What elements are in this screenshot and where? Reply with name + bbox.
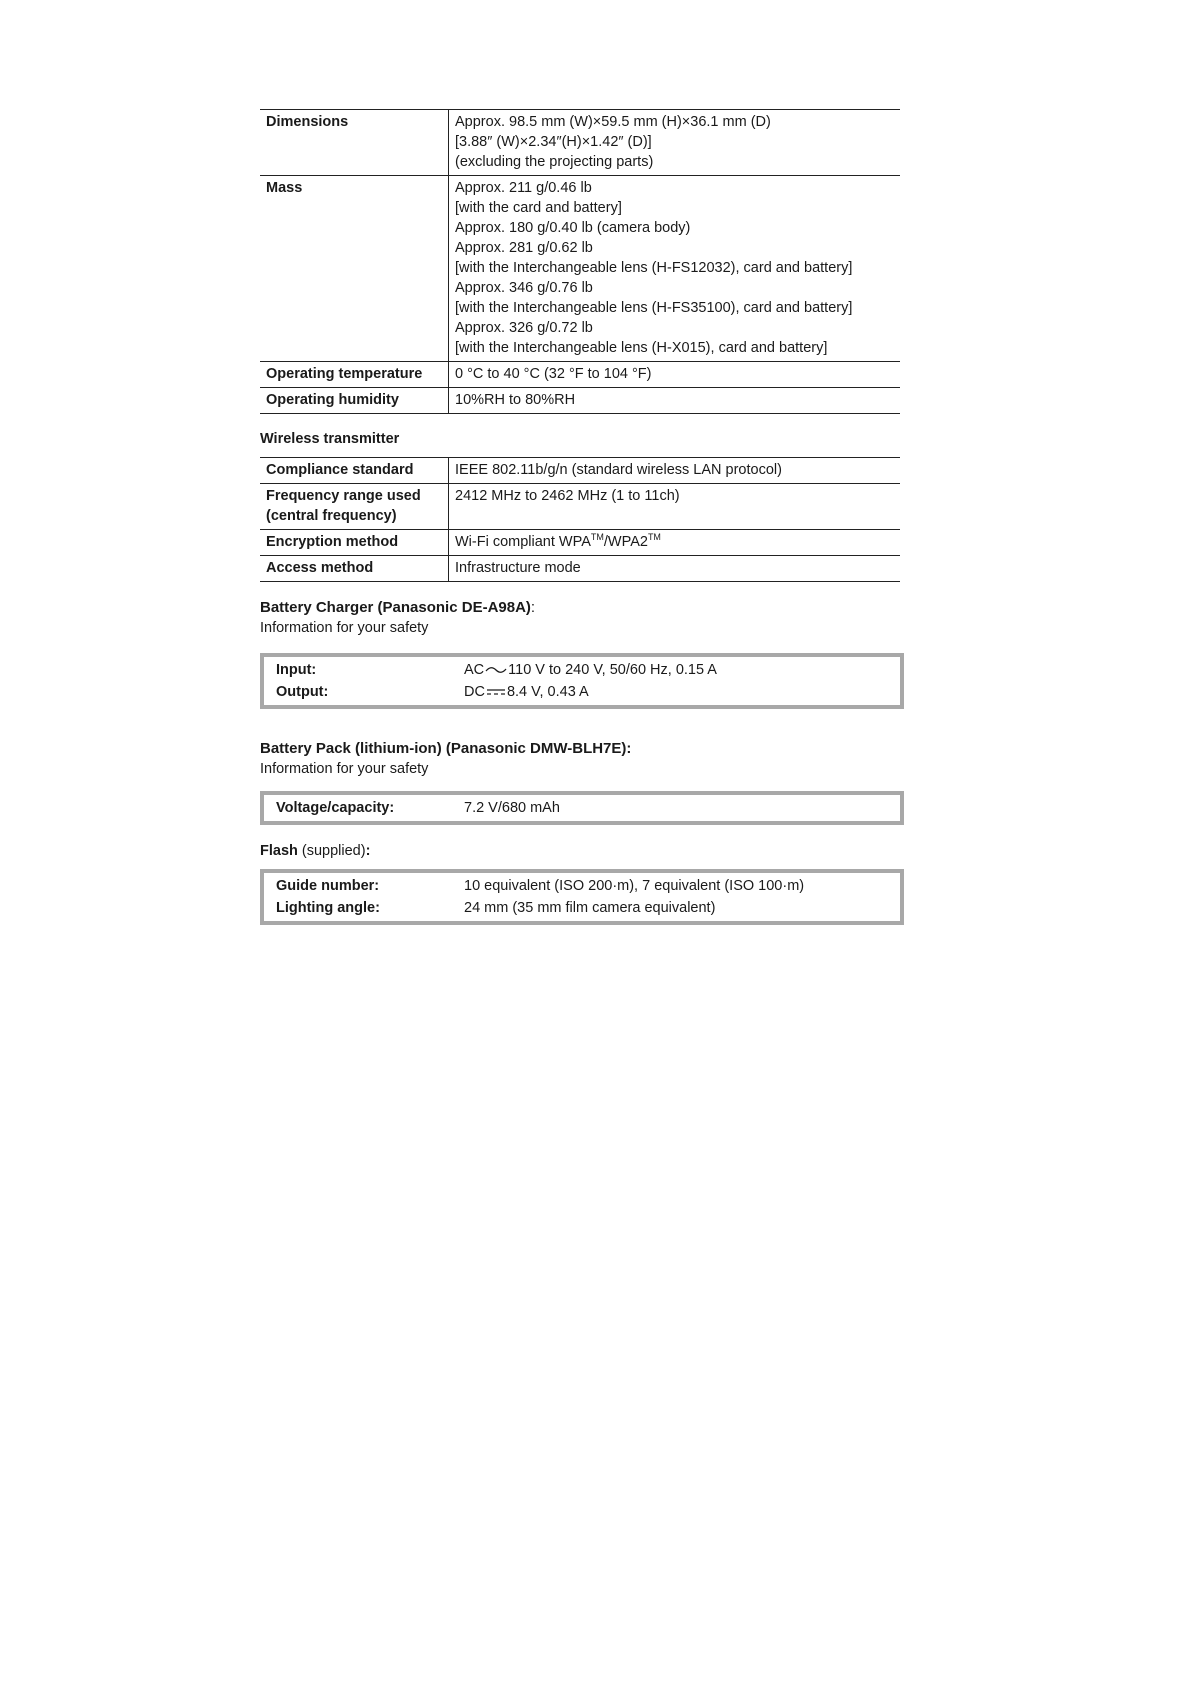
camera-spec-table [260,109,900,414]
battery-heading: Battery Pack (lithium-ion) (Panasonic DMW-BLH7E): [260,740,632,757]
spec-label: Operating humidity [260,388,449,414]
spec-value: Approx. 211 g/0.46 lb [with the card and battery] Approx. 180 g/0.40 lb (camera body) Approx. 281 g/0.62 lb [with the Interchangeable lens (H-FS12032), card and battery] Approx. 346 g/0.76 lb [with the Interchangeable lens (H-FS35100), card and battery] Approx. 326 g/0.72 lb [with the Interchangeable lens (H-X015), card and battery] [449,176,901,362]
spec-label: Encryption method [260,530,449,556]
spec-value: Wi-Fi compliant WPA™/WPA2™ [449,530,901,556]
list-item [276,875,900,897]
charger-output-value: DC 8.4 V, 0.43 A [464,684,589,700]
list-item [276,897,900,919]
spec-label: Mass [260,176,449,362]
spec-label: Compliance standard [260,458,449,484]
spec-label: Frequency range used (central frequency) [260,484,449,530]
wireless-spec-table [260,457,900,582]
table-row [260,530,900,556]
wireless-heading: Wireless transmitter [260,431,400,447]
charger-input-label: Input: [276,662,317,678]
battery-voltage-value: 7.2 V/680 mAh [464,800,560,816]
table-row [260,362,900,388]
spec-value: 0 °C to 40 °C (32 °F to 104 °F) [449,362,901,388]
list-item [276,797,900,819]
flash-heading: Flash (supplied): [260,843,371,859]
list-item [276,681,900,703]
flash-guide-number-label: Guide number: [276,878,380,894]
spec-value: 10%RH to 80%RH [449,388,901,414]
spec-value: IEEE 802.11b/g/n (standard wireless LAN protocol) [449,458,901,484]
charger-rating-box [260,653,904,709]
flash-lighting-angle-value: 24 mm (35 mm film camera equivalent) [464,900,716,916]
flash-guide-number-value: 10 equivalent (ISO 200·m), 7 equivalent (ISO 100·m) [464,878,805,894]
spec-value: Approx. 98.5 mm (W)×59.5 mm (H)×36.1 mm (D) [3.88″ (W)×2.34″(H)×1.42″ (D)] (excluding the projecting parts) [449,110,901,176]
spec-value: Infrastructure mode [449,556,901,582]
ac-symbol-icon [485,665,507,675]
battery-rating-box [260,791,904,825]
spec-value: 2412 MHz to 2462 MHz (1 to 11ch) [449,484,901,530]
battery-voltage-label: Voltage/capacity: [276,800,395,816]
flash-spec-box [260,869,904,925]
flash-lighting-angle-label: Lighting angle: [276,900,380,916]
spec-label: Access method [260,556,449,582]
spec-label: Dimensions [260,110,449,176]
charger-output-label: Output: [276,684,329,700]
table-row [260,556,900,582]
table-row [260,388,900,414]
battery-safety-note: Information for your safety [260,761,429,777]
list-item [276,659,900,681]
charger-heading: Battery Charger (Panasonic DE-A98A): [260,599,536,616]
table-row [260,458,900,484]
table-row [260,176,900,362]
table-row [260,110,900,176]
table-row [260,484,900,530]
dc-symbol-icon [486,687,506,697]
spec-content [260,109,900,925]
charger-safety-note: Information for your safety [260,620,429,636]
charger-input-value: AC 110 V to 240 V, 50/60 Hz, 0.15 A [464,662,717,678]
spec-label: Operating temperature [260,362,449,388]
